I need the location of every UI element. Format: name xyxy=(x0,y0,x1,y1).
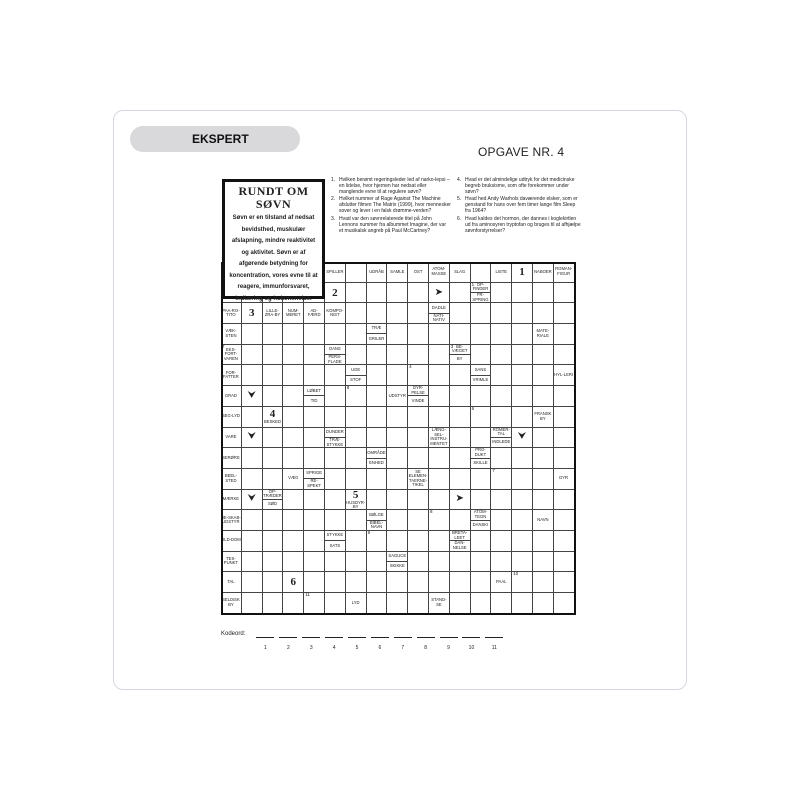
clue-text: OMRÅDE xyxy=(367,448,387,458)
clue-text: GRAD xyxy=(224,392,237,398)
kodeord-slot[interactable] xyxy=(391,631,414,651)
clue-text: OP-TRÆDER xyxy=(263,489,282,499)
clue-text: PAA-RO-TITO xyxy=(222,307,240,318)
clue-text: NATI-NATIV xyxy=(432,312,445,323)
theme-number: 3 xyxy=(248,307,255,320)
clue-text: NABOER xyxy=(534,268,552,274)
kodeord-slot-number: 9 xyxy=(447,645,450,651)
kodeord-slot[interactable] xyxy=(483,631,506,651)
clue-text: BELDISK BY xyxy=(222,597,240,607)
question-5: 5. Hvad hed Andy Warhols daværende elsker, som er genstand for hans over fem timer lange film Sleep fra 1964? xyxy=(457,196,578,215)
question-2: 2. Hvilket nummer af Rage Against The Machine afslutter filmen The Matrix (1999), hvor mennesker sover og lever i en falsk drømme-verden? xyxy=(331,196,451,215)
arrow-icon: ⮟ xyxy=(247,493,256,505)
clue-text: DAN-NELSE xyxy=(452,540,467,550)
kodeord-slot-number: 3 xyxy=(309,645,313,651)
clue-text: SAMLE xyxy=(390,268,405,274)
kodeord-slot[interactable] xyxy=(254,631,277,651)
clue-text: INDLEDE xyxy=(492,439,511,445)
intro-box xyxy=(222,179,325,302)
clue-text: DYR xyxy=(559,475,569,481)
clue-text: UDSTYR xyxy=(388,392,406,398)
cell-number: 11 xyxy=(305,593,310,597)
theme-number: 4 xyxy=(269,408,276,421)
cell-number: 7 xyxy=(222,344,225,349)
clue-text: AD-FÆRD xyxy=(307,307,321,318)
task-number: OPGAVE NR. 4 xyxy=(478,145,565,159)
clue-text: GRILER xyxy=(368,335,385,341)
clue-text: EKS-FORT-VAREN xyxy=(223,346,238,361)
questions-right xyxy=(457,177,582,235)
kodeord-slot[interactable] xyxy=(368,631,391,651)
clue-text: DANS xyxy=(325,345,345,355)
clue-text: OST xyxy=(413,268,423,274)
question-4: 4. Hvad er det almindelige udtryk for det medicinske begreb bruksisme, som ofte forekommer under søvn? xyxy=(457,177,575,196)
clue-text: HUSDYR-BY xyxy=(346,499,366,510)
kodeord-slot-number: 10 xyxy=(468,645,475,651)
clue-text: DANSKI xyxy=(472,521,489,527)
clue-text: SATS xyxy=(329,542,341,548)
clue-text: OP-FINDER xyxy=(471,283,491,293)
clue-text: LILLE-ZRA-BY xyxy=(264,307,281,318)
clue-text: DUNDER xyxy=(325,428,345,438)
clue-text: NUM-MERET xyxy=(285,307,301,318)
arrow-icon: ➤ xyxy=(455,493,464,505)
clue-text: SØD xyxy=(267,501,278,507)
clue-text: VINDE xyxy=(411,397,425,403)
clue-text: BE-VÆGET xyxy=(450,345,470,355)
cell-number: 7 xyxy=(492,468,495,473)
clue-text: SKIKKE xyxy=(389,563,405,569)
clue-text: TES-PUNKT xyxy=(223,555,238,566)
clue-text: UDRÅB xyxy=(369,268,384,274)
question-3: 3. Hvad var den søvnrelaterede titel på John Lennons nummer fra albummet Imagine, der var et musikalsk angreb på Paul McCartney? xyxy=(331,215,446,234)
clue-text: VRIMLE xyxy=(472,377,489,383)
clue-text: SLAG xyxy=(454,268,466,274)
cell-number: 8 xyxy=(346,386,350,391)
kodeord-slot[interactable] xyxy=(277,631,300,651)
cell-number: 3 xyxy=(450,344,454,349)
difficulty-badge xyxy=(130,126,300,152)
difficulty-label: EKSPERT xyxy=(192,132,249,146)
clue-text: PERS-FLADE xyxy=(328,354,342,364)
kodeord-slot[interactable] xyxy=(437,631,460,651)
clue-text: NAVN xyxy=(537,516,549,522)
clue-text: SKILLE xyxy=(473,459,488,465)
crossword-border xyxy=(221,262,576,615)
kodeord-slots xyxy=(254,631,506,651)
clue-text: BEG-LYD xyxy=(221,413,240,419)
kodeord-slot[interactable] xyxy=(300,631,323,651)
clue-text: TID xyxy=(310,397,318,403)
clue-text: ENHED xyxy=(369,459,384,465)
clue-text: UGE xyxy=(346,365,366,375)
clue-text: ROMER-TAL xyxy=(492,427,510,437)
clue-text: SAGUCE xyxy=(387,552,407,562)
arrow-icon: ⮟ xyxy=(517,431,527,443)
clue-text: HYL-LERI xyxy=(554,371,574,377)
arrow-icon: ⮟ xyxy=(247,431,256,443)
clue-text: LÆNG-SEL-INSTRU-MENTET xyxy=(430,427,448,446)
clue-text: SPRIGE xyxy=(304,469,324,479)
question-1: 1. Hvilken berømt regeringsleder led af narko-lepsi – en lidelse, hvor hjernen har nedsat eller manglende evne til at regulere søvn? xyxy=(331,177,450,196)
clue-text: BESKED xyxy=(263,419,281,425)
clue-text: FOR-FATTER xyxy=(223,369,239,380)
kodeord-slot-number: 4 xyxy=(332,645,336,651)
kodeord-slot-number: 2 xyxy=(286,645,290,651)
kodeord-slot[interactable] xyxy=(346,631,369,651)
arrow-icon: ➤ xyxy=(434,286,444,298)
cell-number: 8 xyxy=(429,510,433,515)
theme-number: 6 xyxy=(290,576,297,589)
kodeord-slot-number: 7 xyxy=(401,645,405,651)
cell-number: 4 xyxy=(409,365,412,370)
kodeord-slot-number: 6 xyxy=(378,645,382,651)
clue-text: MATE-RIALE xyxy=(536,328,550,338)
theme-number: 5 xyxy=(352,489,359,501)
intro-title-1: RUNDT OM xyxy=(238,184,309,198)
clue-text: SE ELEMEN-TAERNE-TIKEL xyxy=(408,468,428,488)
clue-text: ROMAN-FIGUR xyxy=(555,266,573,276)
clue-text: BIBEL-NAVN xyxy=(369,519,384,530)
clue-text: STAND-SE xyxy=(431,597,447,607)
theme-number: 2 xyxy=(332,286,338,299)
clue-text: BRETA-LEET xyxy=(450,531,470,541)
clue-text: STYKKE xyxy=(325,531,345,541)
clue-text: VÆK-STEN xyxy=(225,328,237,338)
kodeord-slot[interactable] xyxy=(414,631,437,651)
clue-text: FRANSK BY xyxy=(534,411,552,421)
clue-text: KOMPO-NIST xyxy=(326,307,344,318)
kodeord-slot-number: 11 xyxy=(491,645,497,651)
clue-text: VÆG xyxy=(288,475,299,481)
clue-text: DADLE xyxy=(429,303,449,313)
clue-text: BEEL-STED xyxy=(224,473,237,483)
clue-text: BE-SKAB-UDSTYR xyxy=(221,514,241,525)
question-6: 6. Hvad kaldes det hormon, der dannes i koglekirtlen ud fra aminosyren tryptofan og bruges til at afhjælpe søvnforstyrrelser? xyxy=(457,215,581,234)
clue-text: MÆRKE xyxy=(222,496,240,502)
clue-text: LYD xyxy=(351,599,360,605)
clue-text: ATOM-MASSE xyxy=(431,266,447,276)
clue-text: BØLGE xyxy=(367,510,387,520)
clue-text: BERØRE xyxy=(222,454,240,460)
clue-text: DYR-PELSE xyxy=(408,386,428,396)
clue-text: STOF xyxy=(350,377,362,383)
clue-text: VARE xyxy=(225,434,237,440)
clue-text: TAL xyxy=(227,578,235,584)
questions-left xyxy=(331,177,451,235)
clue-text: PRO-DUKT xyxy=(471,448,491,458)
kodeord-label: Kodeord: xyxy=(221,631,246,637)
clue-text: TRÆ-STYKKE xyxy=(326,436,344,447)
clue-text: PAAL xyxy=(496,578,507,584)
arrow-icon: ⮟ xyxy=(247,389,256,401)
clue-text: FR-SPRING xyxy=(472,292,489,302)
kodeord-slot[interactable] xyxy=(460,631,483,651)
kodeord-slot-number: 1 xyxy=(264,645,267,651)
clue-text: RE-SPEKT xyxy=(307,478,321,488)
cell-number: 6 xyxy=(471,406,475,411)
kodeord-slot[interactable] xyxy=(323,631,346,651)
clue-text: ATOM-TEON xyxy=(471,510,491,520)
cell-number: 1 xyxy=(471,282,475,287)
clue-text: LØBET xyxy=(304,386,324,396)
clue-text: OLD-DOM xyxy=(221,537,241,543)
clue-text: LISTE xyxy=(495,268,508,274)
intro-title-2: SØVN xyxy=(255,197,292,211)
clue-text: TRÆ xyxy=(367,324,387,334)
clue-text: SPILLER xyxy=(326,268,344,274)
kodeord-slot-number: 5 xyxy=(355,645,359,651)
theme-number: 1 xyxy=(519,265,525,278)
intro-text: Søvn er en tilstand af nedsat bevidsthed, muskulær afslapning, mindre reaktivitet og aktivitet. Søvn er af afgørende betydning for koncentration, vores evne til at reagere, immunforsvaret, indlæring og hukommelse. xyxy=(229,215,318,302)
clue-text: BY xyxy=(456,356,463,362)
cell-number: 9 xyxy=(367,530,371,535)
cell-number: 10 xyxy=(513,572,519,577)
clue-text: SANS xyxy=(471,365,491,375)
kodeord-slot-number: 8 xyxy=(424,645,428,651)
